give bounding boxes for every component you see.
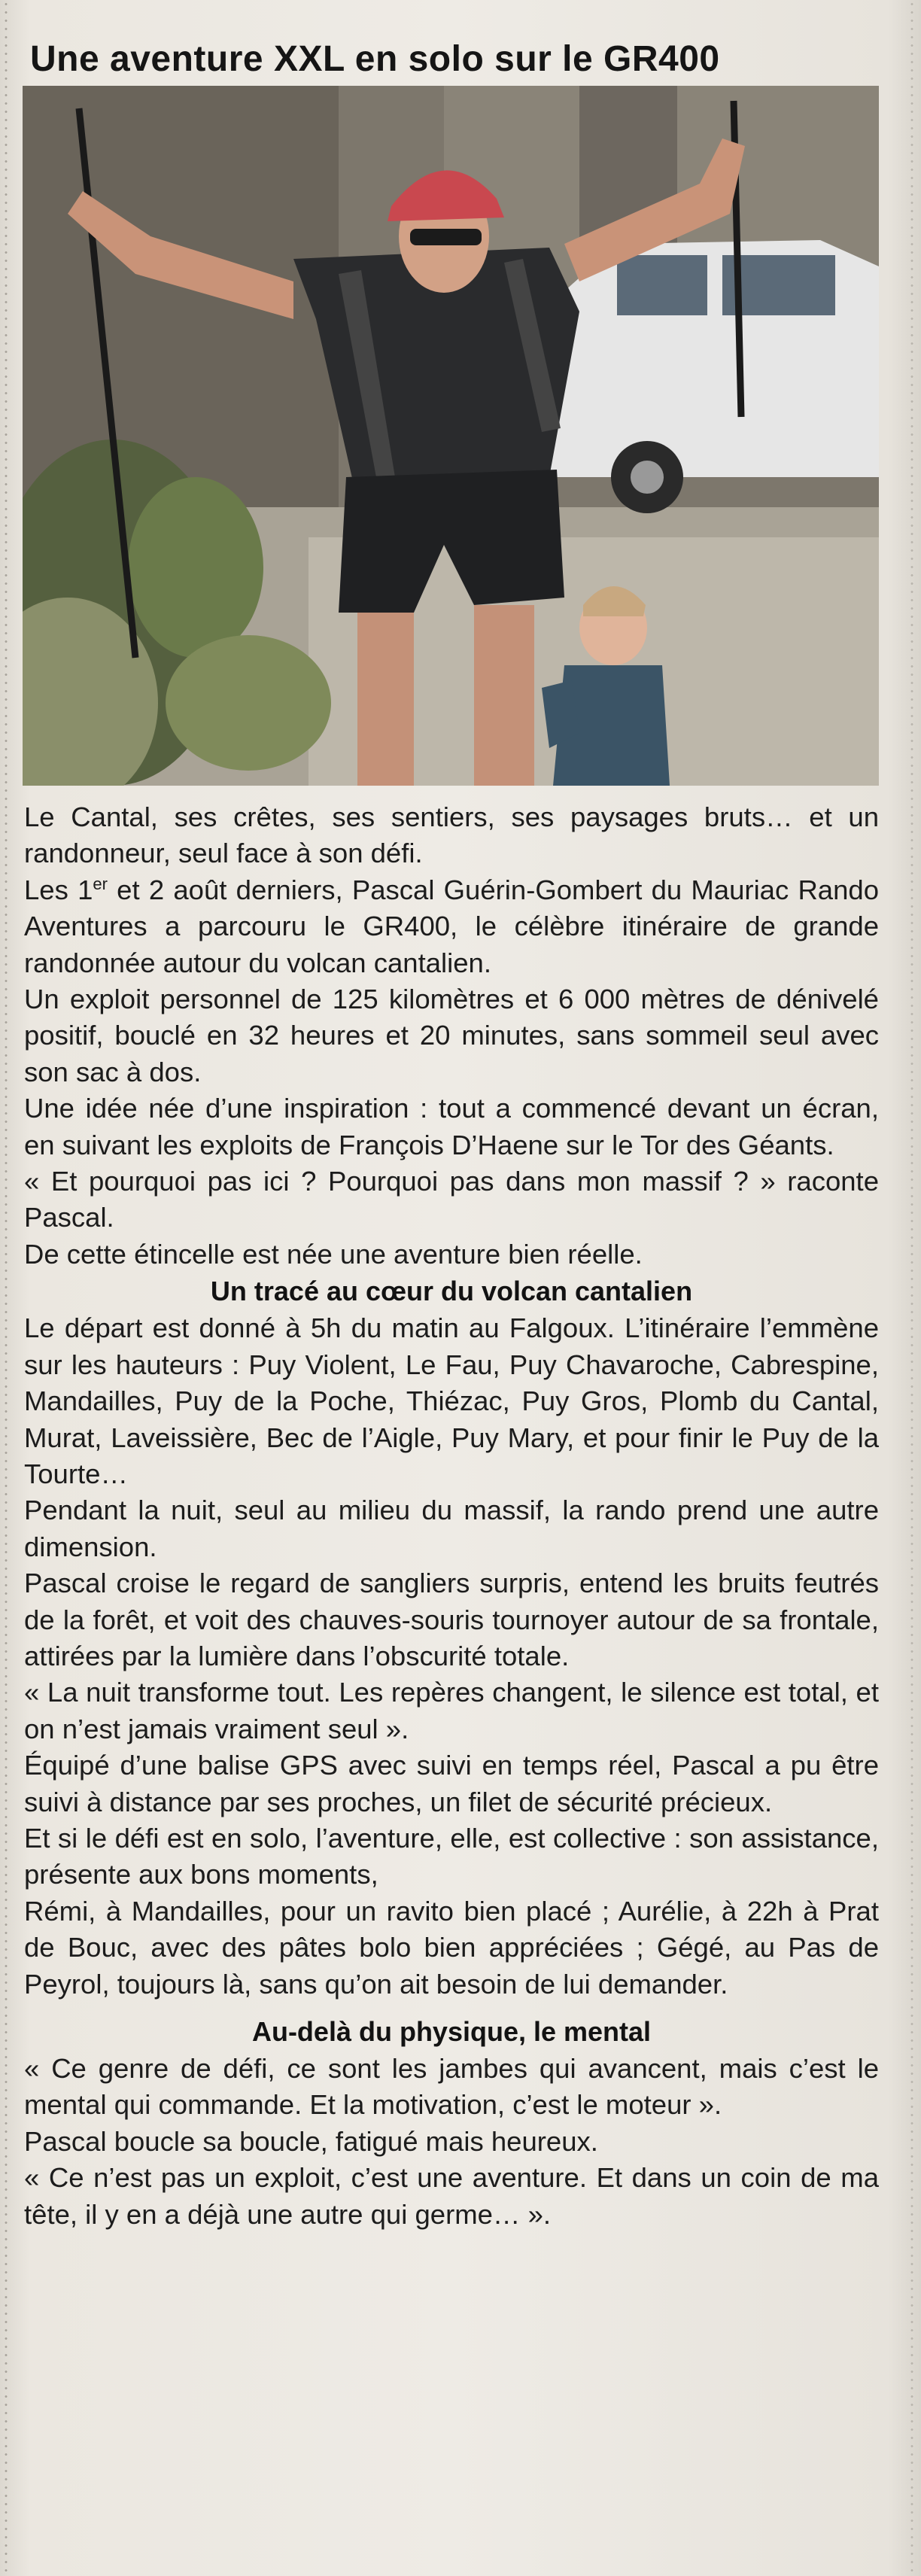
dates-paragraph: Les 1er et 2 août derniers, Pascal Guérin-Gombert du Mauriac Rando Aventures a parcouru le GR400, le célèbre itinéraire de grande randonnée autour du volcan cantalien. [24, 874, 880, 978]
mental-quote-paragraph: « Ce genre de défi, ce sont les jambes qui avancent, mais c’est le mental qui commande. Et la motivation, c’est le moteur ». [24, 2053, 879, 2121]
article-body [23, 799, 879, 2233]
helpers-paragraph: Rémi, à Mandailles, pour un ravito bien placé ; Aurélie, à 22h à Prat de Bouc, avec des pâtes bolo bien appréciées ; Gégé, au Pas de Peyrol, toujours là, sans qu’on ait besoin de lui demander. [24, 1895, 879, 2000]
gps-paragraph: Équipé d’une balise GPS avec suivi en temps réel, Pascal a pu être suivi à distance par ses proches, un filet de sécurité précieux. [24, 1750, 879, 1817]
route-paragraph: Le départ est donné à 5h du matin au Falgoux. L’itinéraire l’emmène sur les hauteurs : Puy Violent, Le Fau, Puy Chavaroche, Cabrespine, Mandailles, Puy de la Poche, Thiézac, Puy Gros, Plomb du Cantal, Murat, Laveissière, Bec de l’Aigle, Puy Mary, et pour finir le Puy de la Tourte… [24, 1312, 879, 1489]
article [23, 33, 879, 2233]
finish-paragraph: Pascal boucle sa boucle, fatigué mais heureux. [24, 2125, 598, 2157]
night-quote-paragraph: « La nuit transforme tout. Les repères changent, le silence est total, et on n’est jamais vraiment seul ». [24, 1677, 879, 1744]
spark-paragraph: De cette étincelle est née une aventure bien réelle. [24, 1238, 643, 1270]
intro-paragraph: Le Cantal, ses crêtes, ses sentiers, ses paysages bruts… et un randonneur, seul face à son défi. [24, 801, 879, 869]
headline: Une aventure XXL en solo sur le GR400 [30, 39, 720, 79]
hiker-with-child-photo [23, 86, 879, 786]
closing-quote-paragraph: « Ce n’est pas un exploit, c’est une aventure. Et dans un coin de ma tête, il y en a déjà une autre qui germe… ». [24, 2162, 879, 2230]
assistance-paragraph: Et si le défi est en solo, l’aventure, elle, est collective : son assistance, présente aux bons moments, [24, 1822, 879, 1890]
subhead-mental: Au-delà du physique, le mental [251, 2016, 652, 2047]
stats-paragraph: Un exploit personnel de 125 kilomètres et 6 000 mètres de dénivelé positif, bouclé en 32 heures et 20 minutes, sans sommeil seul avec son sac à dos. [24, 984, 879, 1087]
wildlife-paragraph: Pascal croise le regard de sangliers surpris, entend les bruits feutrés de la forêt, et voit des chauves-souris tournoyer autour de sa frontale, attirées par la lumière dans l’obscurité totale. [24, 1568, 879, 1671]
subhead-route: Un tracé au cœur du volcan cantalien [210, 1276, 693, 1307]
night-paragraph: Pendant la nuit, seul au milieu du massif, la rando prend une autre dimension. [24, 1495, 879, 1562]
ordinal-superscript: er [93, 874, 108, 893]
right-dotted-border [910, 0, 913, 2576]
quote-paragraph: « Et pourquoi pas ici ? Pourquoi pas dans mon massif ? » raconte Pascal. [24, 1166, 879, 1233]
idea-paragraph: Une idée née d’une inspiration : tout a commencé devant un écran, en suivant les exploits de François D’Haene sur le Tor des Géants. [24, 1093, 879, 1160]
left-dotted-border [5, 0, 8, 2576]
